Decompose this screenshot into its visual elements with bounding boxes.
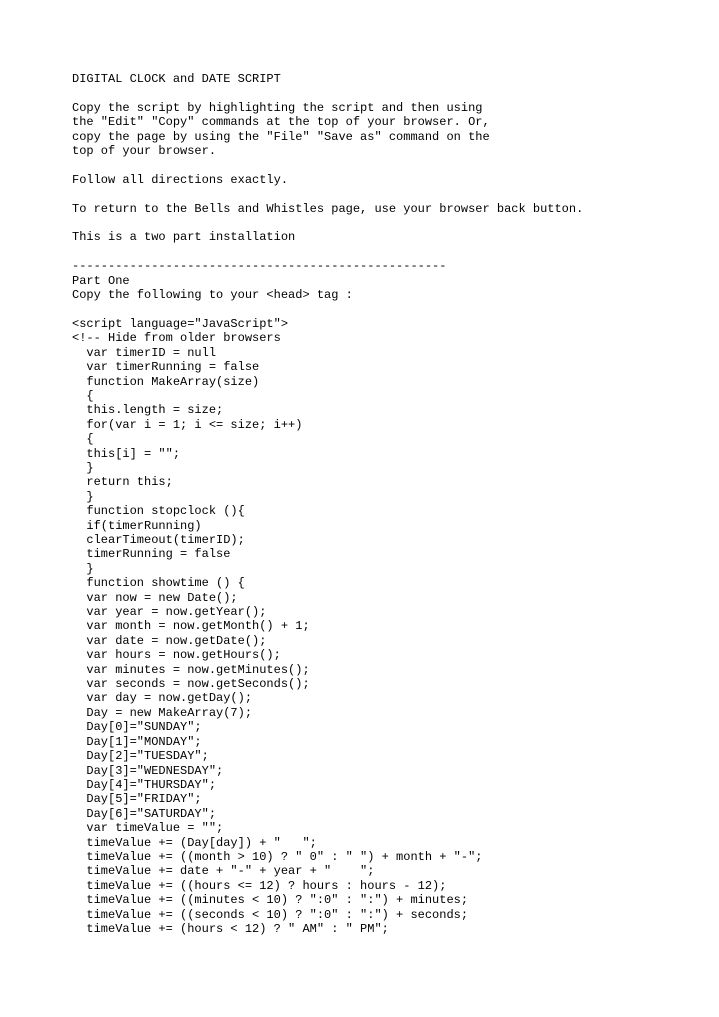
document-page <box>72 72 692 936</box>
code-line: timeValue += ((seconds < 10) ? ":0" : ":") + seconds; <box>72 907 469 922</box>
code-line: function stopclock (){ <box>72 504 245 519</box>
intro-line: top of your browser. <box>72 144 217 159</box>
code-line: timeValue += ((minutes < 10) ? ":0" : ":") + minutes; <box>72 893 469 908</box>
code-line: var timerID = null <box>72 345 217 360</box>
code-line: Day[4]="THURSDAY"; <box>72 777 217 792</box>
blank-line <box>72 86 692 100</box>
code-line: return this; <box>72 475 173 490</box>
code-line: Day[3]="WEDNESDAY"; <box>72 763 224 778</box>
code-line: Day[2]="TUESDAY"; <box>72 749 209 764</box>
blank-line <box>72 187 692 201</box>
divider-line: ---------------------------------------------------- <box>72 259 447 274</box>
directions-text: Follow all directions exactly. <box>72 172 289 187</box>
code-line: var month = now.getMonth() + 1; <box>72 619 310 634</box>
code-line: Day[1]="MONDAY"; <box>72 734 202 749</box>
code-line: clearTimeout(timerID); <box>72 533 245 547</box>
code-line: <script language="JavaScript"> <box>72 316 289 331</box>
blank-line <box>72 158 692 172</box>
part-instruction: Copy the following to your <head> tag : <box>72 288 353 303</box>
code-line: var year = now.getYear(); <box>72 605 267 620</box>
code-block <box>72 317 692 936</box>
code-line: timerRunning = false <box>72 547 231 562</box>
code-line: } <box>72 561 94 576</box>
code-line: timeValue += ((month > 10) ? " 0" : " ") + month + "-"; <box>72 849 483 864</box>
code-line: var minutes = now.getMinutes(); <box>72 662 310 677</box>
intro-line: Copy the script by highlighting the script and then using <box>72 100 483 115</box>
code-line: Day = new MakeArray(7); <box>72 705 253 720</box>
return-note: To return to the Bells and Whistles page, use your browser back button. <box>72 201 584 216</box>
blank-line <box>72 245 692 259</box>
blank-line <box>72 216 692 230</box>
code-line: } <box>72 460 94 475</box>
code-line: var timeValue = ""; <box>72 821 224 836</box>
code-line: } <box>72 489 94 504</box>
code-line: var timerRunning = false <box>72 360 260 375</box>
code-line: timeValue += date + "-" + year + " "; <box>72 864 375 879</box>
code-line: var seconds = now.getSeconds(); <box>72 677 310 692</box>
intro-line: copy the page by using the "File" "Save as" command on the <box>72 129 490 144</box>
code-line: { <box>72 432 94 447</box>
code-line: Day[5]="FRIDAY"; <box>72 792 202 807</box>
code-line: var now = new Date(); <box>72 590 238 605</box>
blank-line <box>72 303 692 317</box>
code-line: this[i] = ""; <box>72 446 181 461</box>
code-line: timeValue += (hours < 12) ? " AM" : " PM"; <box>72 921 389 936</box>
document-title: DIGITAL CLOCK and DATE SCRIPT <box>72 72 281 86</box>
code-line: Day[6]="SATURDAY"; <box>72 806 217 821</box>
code-line: var date = now.getDate(); <box>72 633 267 648</box>
code-line: for(var i = 1; i <= size; i++) <box>72 417 303 432</box>
code-line: var day = now.getDay(); <box>72 691 253 706</box>
installation-note: This is a two part installation <box>72 230 296 245</box>
code-line: var hours = now.getHours(); <box>72 648 281 663</box>
code-line: timeValue += ((hours <= 12) ? hours : hours - 12); <box>72 878 447 893</box>
code-line: { <box>72 388 94 403</box>
intro-line: the "Edit" "Copy" commands at the top of your browser. Or, <box>72 115 490 130</box>
code-line: function MakeArray(size) <box>72 374 260 389</box>
part-title: Part One <box>72 273 130 288</box>
code-line: Day[0]="SUNDAY"; <box>72 720 202 735</box>
code-line: if(timerRunning) <box>72 518 202 533</box>
code-line: timeValue += (Day[day]) + " "; <box>72 835 317 850</box>
code-line: this.length = size; <box>72 403 224 418</box>
code-line: <!-- Hide from older browsers <box>72 331 281 346</box>
code-line: function showtime () { <box>72 576 245 591</box>
